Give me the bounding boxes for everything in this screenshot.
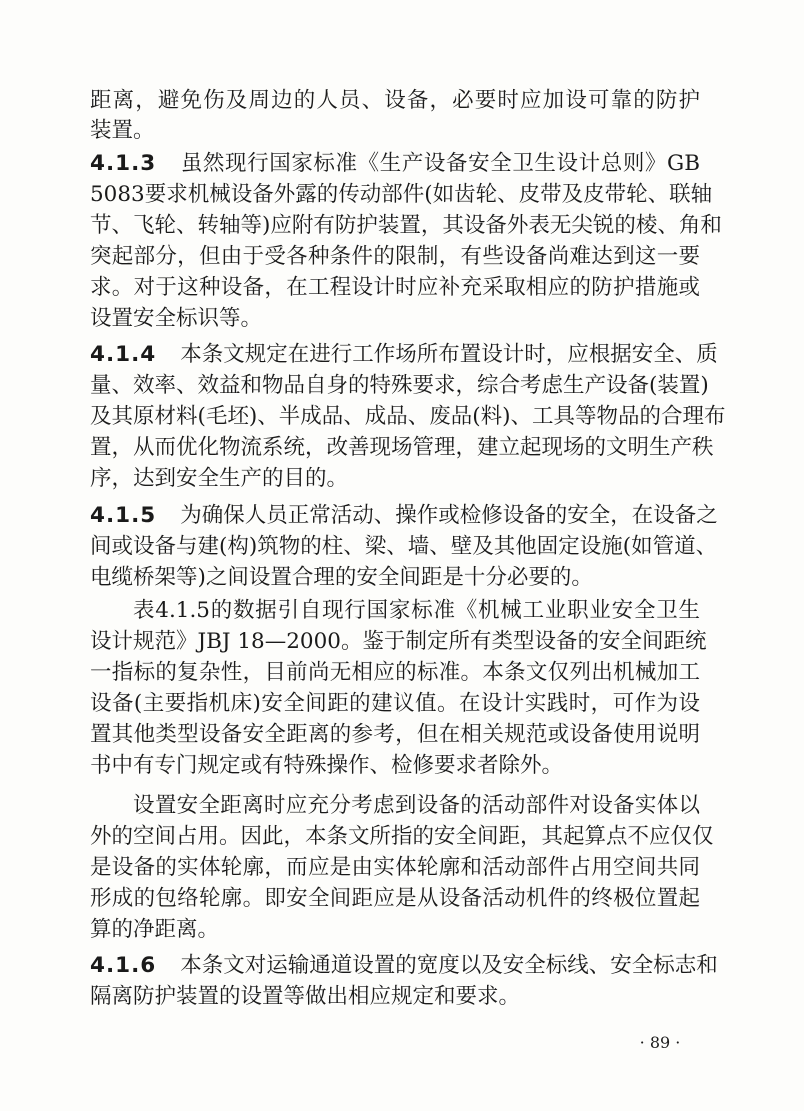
text-line: 距离，避免伤及周边的人员、设备，必要时应加设可靠的防护 — [90, 88, 700, 113]
text-line: 序，达到安全生产的目的。 — [90, 466, 349, 491]
text-line: 设备(主要指机床)安全间距的建议值。在设计实践时，可作为设 — [90, 691, 700, 716]
clause-heading-4-1-5: 4.1.5 为确保人员正常活动、操作或检修设备的安全，在设备之 — [90, 503, 718, 528]
text-line: 及其原材料(毛坯)、半成品、成品、废品(料)、工具等物品的合理布 — [90, 404, 726, 429]
text-line: 节、飞轮、转轴等)应附有防护装置，其设备外表无尖锐的棱、角和 — [90, 213, 722, 238]
text-line: 置，从而优化物流系统，改善现场管理，建立起现场的文明生产秩 — [90, 435, 714, 460]
paragraph-first-line: 表4.1.5的数据引自现行国家标准《机械工业职业安全卫生 — [133, 598, 700, 623]
text-line: 5083要求机械设备外露的传动部件(如齿轮、皮带及皮带轮、联轴 — [90, 182, 713, 207]
clause-number: 4.1.3 — [90, 151, 157, 176]
text-line: 求。对于这种设备，在工程设计时应补充采取相应的防护措施或 — [90, 275, 700, 300]
text-line: 隔离防护装置的设置等做出相应规定和要求。 — [90, 984, 521, 1009]
text-line: 量、效率、效益和物品自身的特殊要求，综合考虑生产设备(装置) — [90, 373, 709, 398]
clause-heading-4-1-4: 4.1.4 本条文规定在进行工作场所布置设计时，应根据安全、质 — [90, 342, 718, 367]
text-line: 电缆桥架等)之间设置合理的安全间距是十分必要的。 — [90, 565, 593, 590]
text-line: 外的空间占用。因此，本条文所指的安全间距，其起算点不应仅仅 — [90, 824, 714, 849]
text-line: 形成的包络轮廓。即安全间距应是从设备活动机件的终极位置起 — [90, 886, 700, 911]
text-line: 设置安全标识等。 — [90, 306, 263, 331]
clause-number: 4.1.5 — [90, 503, 157, 528]
clause-number: 4.1.6 — [90, 953, 157, 978]
clause-number: 4.1.4 — [90, 342, 157, 367]
page-number: · 89 · — [639, 1033, 681, 1052]
text-line: 一指标的复杂性，目前尚无相应的标准。本条文仅列出机械加工 — [90, 660, 700, 685]
text-line: 是设备的实体轮廓，而应是由实体轮廓和活动部件占用空间共同 — [90, 855, 700, 880]
text-line: 间或设备与建(构)筑物的柱、梁、墙、壁及其他固定设施(如管道、 — [90, 534, 718, 559]
paragraph-first-line: 设置安全距离时应充分考虑到设备的活动部件对设备实体以 — [133, 793, 700, 818]
text-line: 突起部分，但由于受各种条件的限制，有些设备尚难达到这一要 — [90, 244, 700, 269]
clause-heading-4-1-6: 4.1.6 本条文对运输通道设置的宽度以及安全标线、安全标志和 — [90, 953, 718, 978]
text-line: 算的净距离。 — [90, 917, 220, 942]
clause-heading-4-1-3: 4.1.3 虽然现行国家标准《生产设备安全卫生设计总则》GB — [90, 151, 700, 176]
text-line: 置其他类型设备安全距离的参考，但在相关规范或设备使用说明 — [90, 722, 700, 747]
text-line: 设计规范》JBJ 18—2000。鉴于制定所有类型设备的安全间距统 — [90, 629, 707, 654]
text-line: 书中有专门规定或有特殊操作、检修要求者除外。 — [90, 753, 564, 778]
text-line: 装置。 — [90, 118, 155, 143]
